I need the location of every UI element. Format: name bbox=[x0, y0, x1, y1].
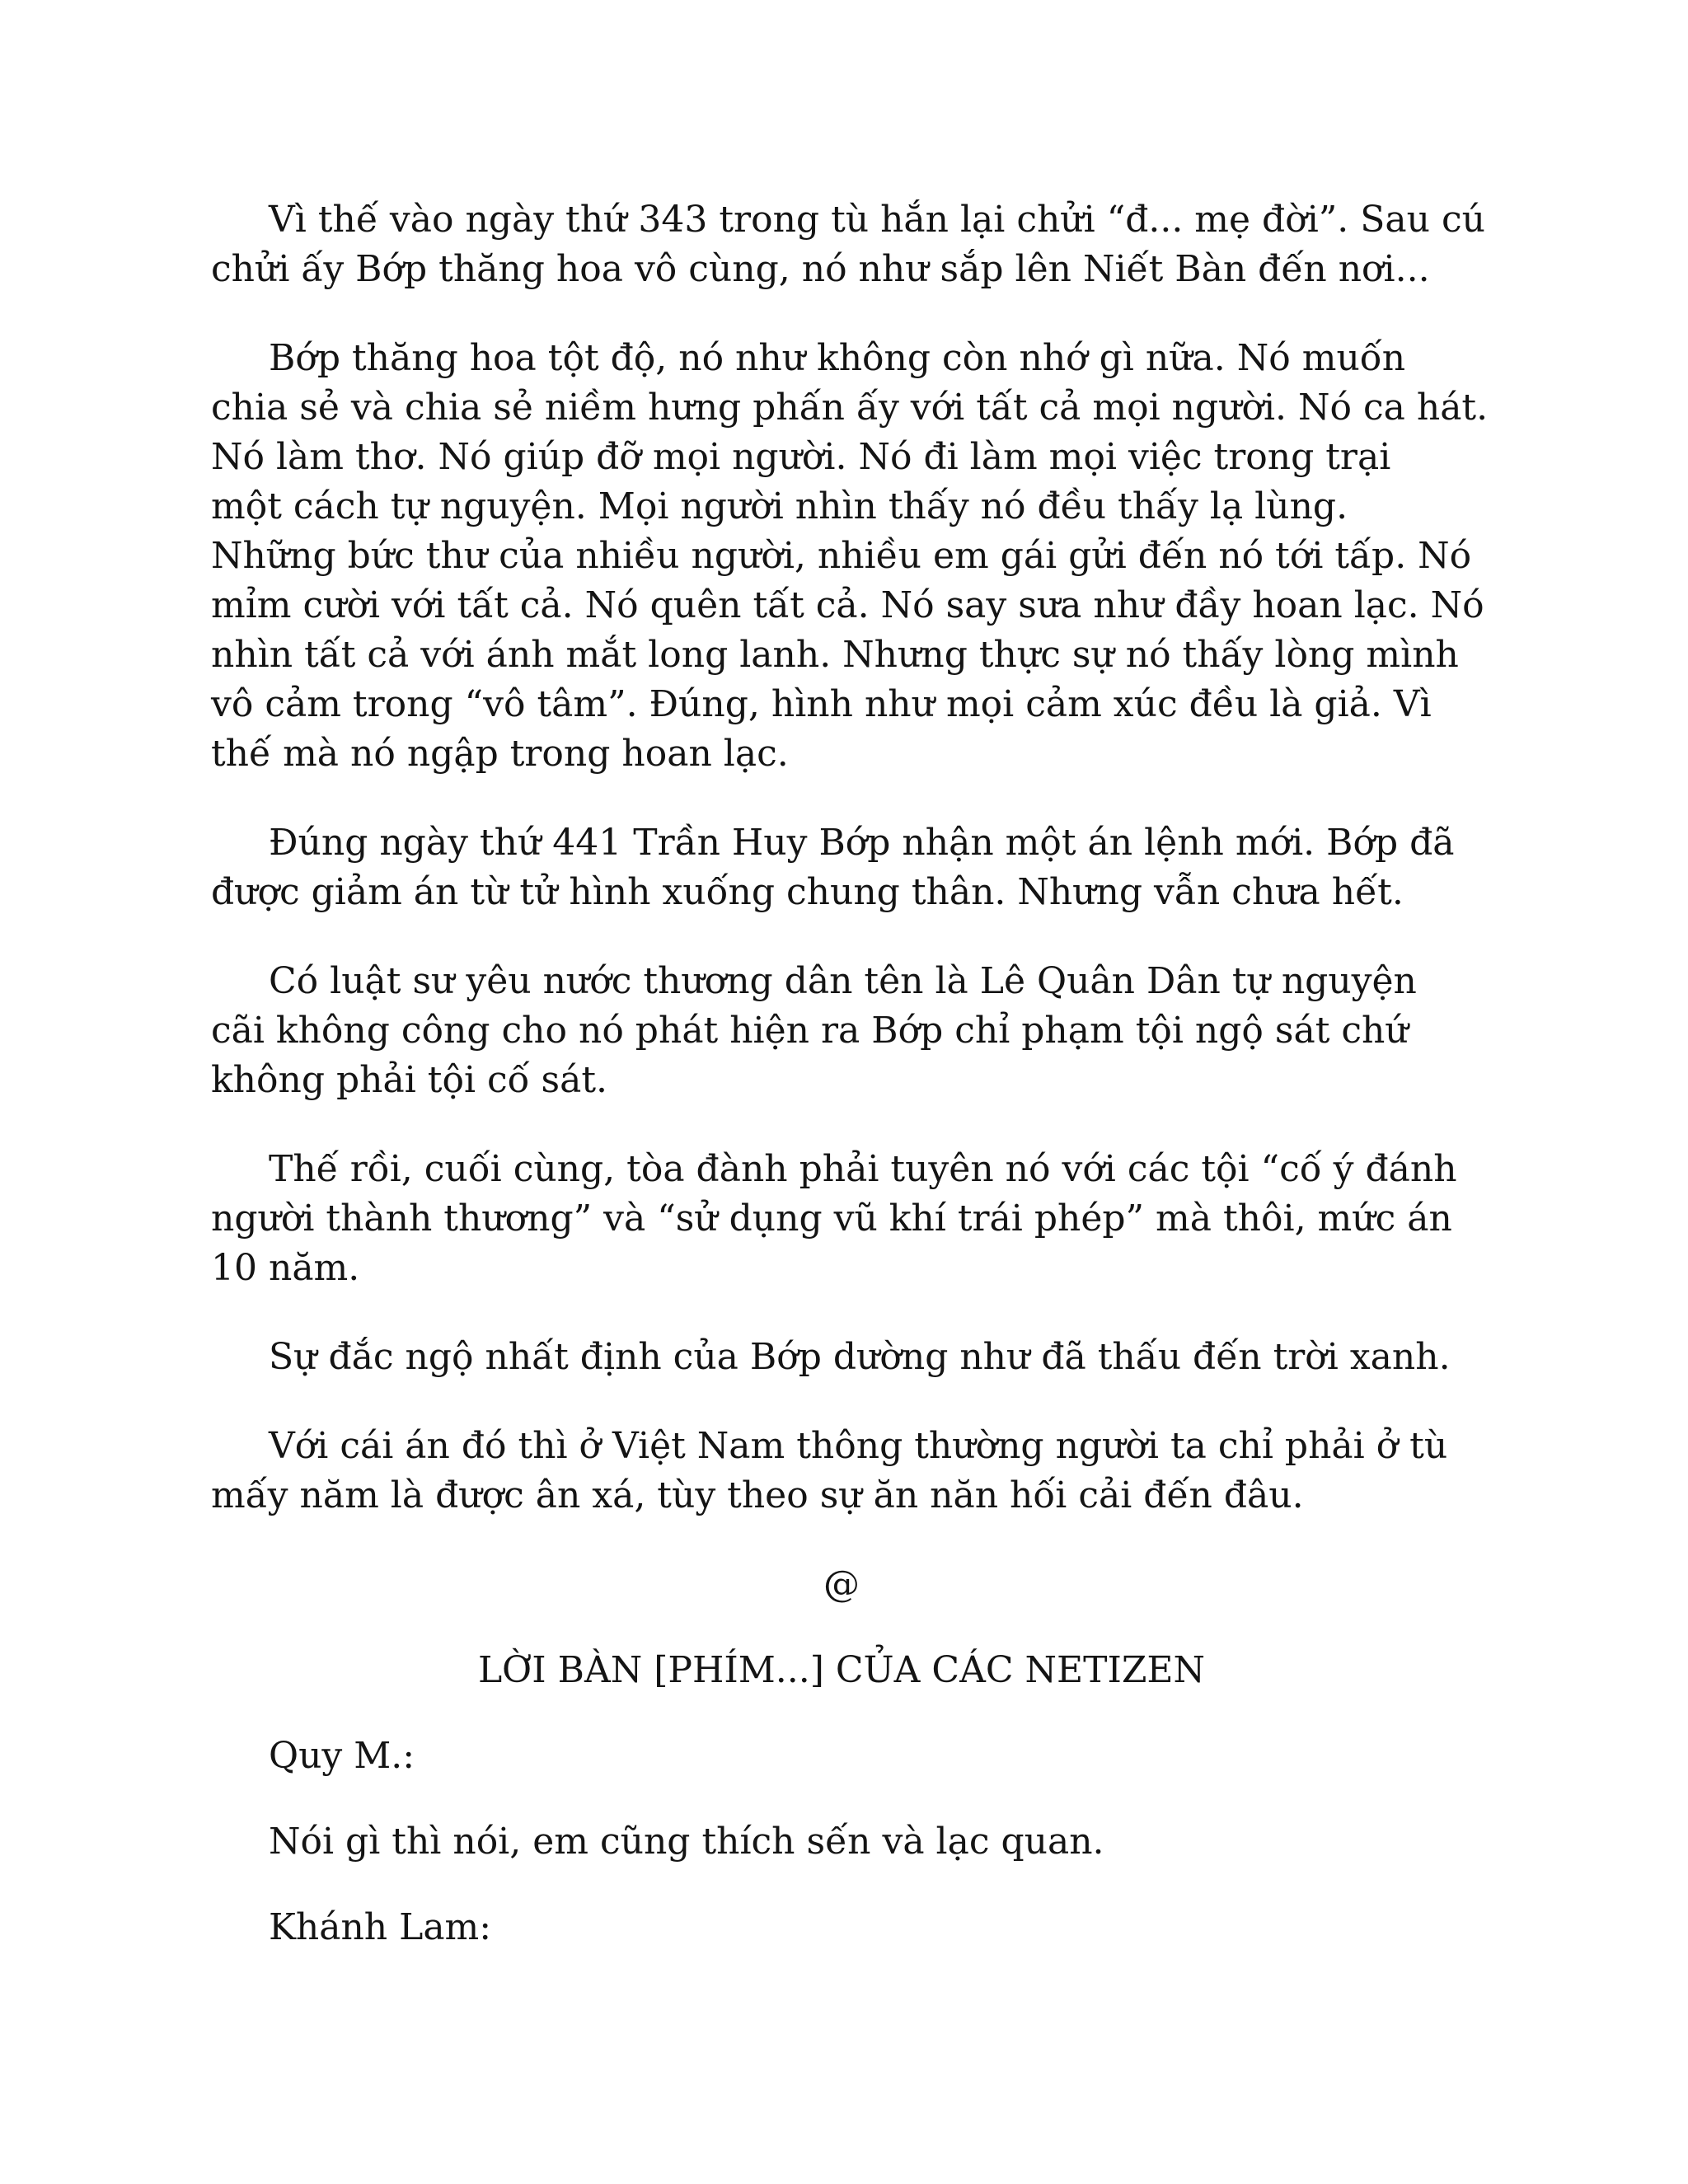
comment-author: Khánh Lam: bbox=[269, 1906, 492, 1948]
section-separator: @ bbox=[823, 1563, 860, 1605]
paragraph-4 bbox=[211, 957, 1472, 1105]
paragraph-line: Với cái án đó thì ở Việt Nam thông thường người ta chỉ phải ở tù bbox=[269, 1425, 1448, 1467]
paragraph-line: nhìn tất cả với ánh mắt long lanh. Nhưng thực sự nó thấy lòng mình bbox=[211, 634, 1459, 676]
paragraph-2 bbox=[211, 334, 1489, 779]
comment-author: Quy M.: bbox=[269, 1735, 415, 1777]
paragraph-line: thế mà nó ngập trong hoan lạc. bbox=[211, 733, 789, 775]
paragraph-6 bbox=[211, 1333, 1472, 1382]
section-heading: LỜI BÀN [PHÍM...] CỦA CÁC NETIZEN bbox=[477, 1649, 1206, 1691]
paragraph-line: người thành thương” và “sử dụng vũ khí trái phép” mà thôi, mức án bbox=[211, 1197, 1452, 1240]
paragraph-line: không phải tội cố sát. bbox=[211, 1059, 608, 1101]
paragraph-line: Đúng ngày thứ 441 Trần Huy Bớp nhận một án lệnh mới. Bớp đã bbox=[269, 822, 1455, 864]
paragraph-line: được giảm án từ tử hình xuống chung thân. Nhưng vẫn chưa hết. bbox=[211, 871, 1404, 913]
paragraph-7 bbox=[211, 1422, 1472, 1521]
comment-text: Nói gì thì nói, em cũng thích sến và lạc quan. bbox=[269, 1821, 1104, 1863]
paragraph-line: một cách tự nguyện. Mọi người nhìn thấy nó đều thấy lạ lùng. bbox=[211, 485, 1348, 527]
paragraph-line: vô cảm trong “vô tâm”. Đúng, hình như mọi cảm xúc đều là giả. Vì bbox=[211, 683, 1432, 725]
document-body bbox=[211, 195, 1489, 1989]
paragraph-line: chửi ấy Bớp thăng hoa vô cùng, nó như sắp lên Niết Bàn đến nơi... bbox=[211, 248, 1430, 290]
paragraph-line: Vì thế vào ngày thứ 343 trong tù hắn lại chửi “đ... mẹ đời”. Sau cú bbox=[269, 199, 1485, 241]
paragraph-5 bbox=[211, 1145, 1472, 1293]
paragraph-line: Có luật sư yêu nước thương dân tên là Lê Quân Dân tự nguyện bbox=[269, 960, 1417, 1002]
paragraph-line: Thế rồi, cuối cùng, tòa đành phải tuyên nó với các tội “cố ý đánh bbox=[269, 1148, 1457, 1190]
paragraph-1 bbox=[211, 195, 1485, 294]
paragraph-line: mỉm cười với tất cả. Nó quên tất cả. Nó say sưa như đầy hoan lạc. Nó bbox=[211, 584, 1484, 626]
paragraph-line: 10 năm. bbox=[211, 1247, 360, 1289]
paragraph-line: mấy năm là được ân xá, tùy theo sự ăn năn hối cải đến đâu. bbox=[211, 1474, 1304, 1516]
paragraph-3 bbox=[211, 818, 1472, 917]
paragraph-line: Nó làm thơ. Nó giúp đỡ mọi người. Nó đi làm mọi việc trong trại bbox=[211, 436, 1391, 478]
paragraph-line: Sự đắc ngộ nhất định của Bớp dường như đã thấu đến trời xanh. bbox=[269, 1336, 1451, 1378]
paragraph-line: Những bức thư của nhiều người, nhiều em gái gửi đến nó tới tấp. Nó bbox=[211, 535, 1472, 577]
paragraph-line: cãi không công cho nó phát hiện ra Bớp chỉ phạm tội ngộ sát chứ bbox=[211, 1010, 1409, 1052]
paragraph-line: Bớp thăng hoa tột độ, nó như không còn nhớ gì nữa. Nó muốn bbox=[269, 337, 1406, 379]
paragraph-line: chia sẻ và chia sẻ niềm hưng phấn ấy với tất cả mọi người. Nó ca hát. bbox=[211, 387, 1489, 429]
